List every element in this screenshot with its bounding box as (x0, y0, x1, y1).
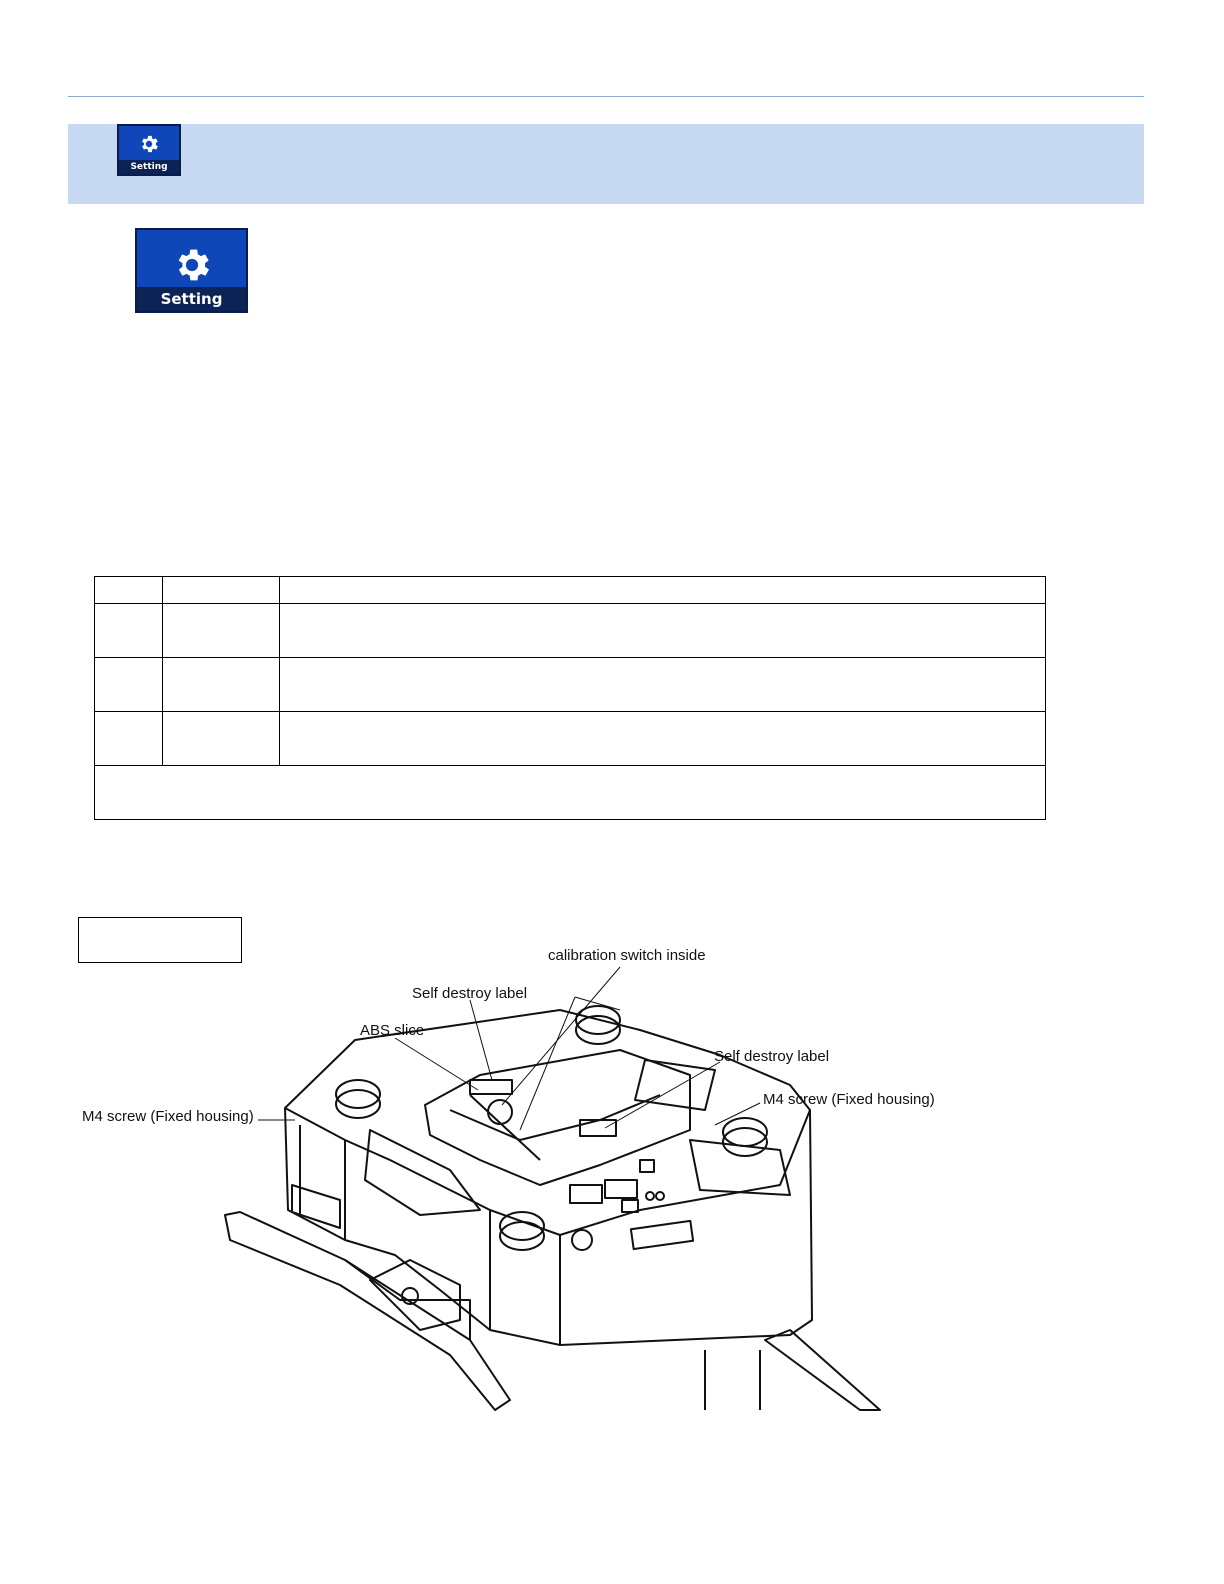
callout-self-destroy-label-2: Self destroy label (714, 1048, 830, 1065)
gear-icon (138, 133, 160, 155)
callout-m4-screw-right: M4 screw (Fixed housing) (763, 1091, 935, 1108)
table-cell-name (163, 658, 280, 712)
table-cell-desc (280, 658, 1046, 712)
table-cell-no (95, 712, 163, 766)
table-cell-no (95, 604, 163, 658)
table-cell (95, 577, 163, 604)
setting-button-large[interactable] (135, 228, 248, 313)
table-row (95, 712, 1046, 766)
setting-label: Setting (137, 287, 246, 311)
scale-underside-drawing (0, 930, 1224, 1420)
callout-m4-screw-left: M4 screw (Fixed housing) (82, 1108, 254, 1125)
setting-label: Setting (119, 160, 179, 174)
table-row (95, 658, 1046, 712)
table-cell-no (95, 658, 163, 712)
table-row (95, 604, 1046, 658)
setting-button-small[interactable] (117, 124, 181, 176)
table-cell (163, 577, 280, 604)
table-cell-desc (280, 712, 1046, 766)
table-cell-name (163, 712, 280, 766)
header-rule (68, 96, 1144, 97)
callout-calibration-switch: calibration switch inside (548, 947, 706, 964)
gear-icon (171, 244, 213, 286)
table-cell-name (163, 604, 280, 658)
section-header-band (68, 124, 1144, 204)
callout-self-destroy-label-1: Self destroy label (412, 985, 528, 1002)
table-header-row (95, 577, 1046, 604)
table-cell-desc (280, 604, 1046, 658)
callout-abs-slice: ABS slice (360, 1022, 425, 1039)
table-note (95, 766, 1046, 820)
table-cell (280, 577, 1046, 604)
parameters-table (94, 576, 1046, 820)
table-note-row (95, 766, 1046, 820)
